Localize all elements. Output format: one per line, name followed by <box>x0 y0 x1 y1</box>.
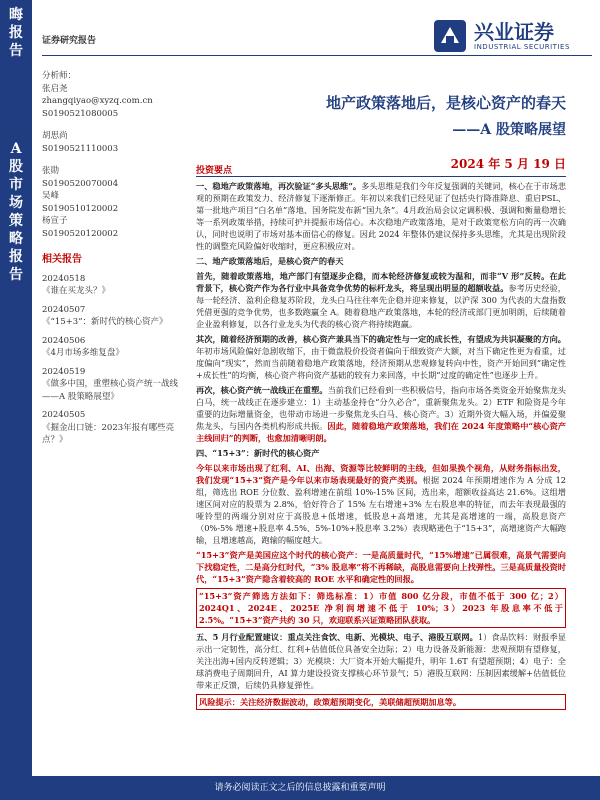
logo-name-cn: 兴业证券 <box>474 20 554 44</box>
paragraph-lead: 今年以来市场出现了红利、AI、出海、资源等比较鲜明的主线，但如果换个视角，从财务指标出发，我们发现“15+3”资产是今年以来市场表现最好的资产类别。 <box>196 463 566 485</box>
analyst-entry <box>42 83 188 121</box>
related-report-item[interactable] <box>42 304 188 329</box>
paragraph-text: 多头思维是我们今年反复强调的关键词，核心在于市场悲观的预期在政策发力、经济修复下逐渐修正。年初以来我们已经见证了包括央行降准降息、重启PSL、第一批地产项目“白名单”落地、国务院发布新“国九条”。4月政治局会议定调积极、强调和衡量稳增长等一系列政策举措，持续可护并提振市场信心。本次稳地产政策落地，是对于政策宽松方向的再一次确认，同时也说明了市场对基本面信心的修复。因此 2024 年整体仍建议保持多头思维，尤其是出现阶段性的调整充风险偏好收缩时，更应积极应对。 <box>196 181 566 251</box>
company-logo <box>432 18 570 54</box>
paragraph <box>196 384 566 444</box>
side-tab-category-text: A 股 市 场 策 略 报 告 <box>9 141 23 283</box>
analyst-entry <box>42 190 188 215</box>
analyst-cert: S0190510120002 <box>42 203 119 214</box>
analyst-cert: S0190521110003 <box>42 143 119 154</box>
analyst-cert: S0190520070004 <box>42 178 119 189</box>
section-heading: 二、地产政策落地后，是核心资产的春天 <box>196 256 344 266</box>
report-date: 2024 年 5 月 19 日 <box>450 157 566 171</box>
paragraph <box>196 270 566 330</box>
risk-warning: 风险提示：关注经济数据波动，政策超预期变化，美联储超预期加息等。 <box>196 694 566 710</box>
report-type-label: 证券研究报告 <box>42 36 97 46</box>
paragraph-text: 当前我们已经看到一些积极信号，指向市场各类资金开始聚焦龙头白马，统一战线正在逐步建立：1）主动基金持仓“分久必合”，重新聚焦龙头。2）ETF 和险资是今年重要的边际增量资金，也带动市场进一步聚焦龙头白马、核心资产。3）近期外资大幅入场，并偏爱聚焦龙头，与国内各类机构形成共振。 <box>196 385 566 431</box>
report-body <box>196 165 566 713</box>
analyst-email[interactable]: zhangqiyao@xyzq.com.cn <box>42 96 153 106</box>
analyst-name: 杨宣子 <box>42 216 68 226</box>
section-heading: 五、5 月行业配置建议：重点关注食饮、电新、光模块、电子、港股互联网。 <box>196 632 478 642</box>
related-report-title: 《“15+3”：新时代的核心资产》 <box>42 317 168 327</box>
paragraph-highlight: 因此，随着稳地产政策落地，我们在 2024 年度策略中“核心资产主线回归”的判断，也愈加清晰明朗。 <box>196 421 566 443</box>
paragraph-text: 参考历史经验，每一轮经济、盈利企稳复苏阶段，龙头白马往往率先企稳并迎来修复，以沪深 300 为代表的大盘指数凭借更强的竞争优势，也多数跑赢全 A。随着稳地产政策落地，本轮的经济或部门更加明朗，后续随着企业盈利修复，以各行业龙头为代表的核心资产将持续跑赢。 <box>196 283 566 329</box>
logo-mark-icon <box>432 18 468 54</box>
related-report-date: 20240507 <box>42 304 86 315</box>
analyst-name: 吴峰 <box>42 191 60 201</box>
analyst-cert: S0190521080005 <box>42 108 119 119</box>
section-heading: 四、“15+3”：新时代的核心资产 <box>196 448 320 458</box>
related-report-title: 《做多中国，重塑核心资产统一战线——A 股策略展望》 <box>42 379 179 402</box>
paragraph-lead: 再次，核心资产统一战线正在重塑。 <box>196 385 328 395</box>
section-heading: 一、稳地产政策落地，再次验证“多头思维”。 <box>196 181 362 191</box>
report-title: 地产政策落地后，是核心资产的春天 <box>325 94 566 112</box>
paragraph-lead: 其次，随着经济预期的改善，核心资产兼具当下的确定性与一定的成长性，有望成为共识凝聚的方向。 <box>196 334 566 344</box>
analyst-sidebar <box>42 70 188 453</box>
paragraph <box>196 333 566 381</box>
related-report-item[interactable] <box>42 409 188 447</box>
related-report-date: 20240506 <box>42 335 86 346</box>
paragraph <box>196 180 566 252</box>
highlight-box: “15+3”资产筛选方法如下：筛选标准：1）市值 800 亿分段，市值不低于 300 亿；2）2024Q1、2024E、2025E 净利润增速不低于 10%；3）2023 年股息率不低于 2.5%。“15+3”资产共约 30 只，欢迎联系兴证策略团队获取。 <box>196 588 566 628</box>
investment-heading: 投资要点 <box>196 166 233 176</box>
report-side-tab <box>0 0 32 800</box>
paragraph <box>196 462 566 546</box>
analyst-entry <box>42 130 188 155</box>
analyst-entry <box>42 215 188 240</box>
paragraph-highlight: “15+3”资产是美国应这个时代的核心资产：一是高质量时代，“15%增速”已属很难，高景气需要向下找稳定性，二是高分红时代，“3% 股息率”将不再稀缺，高股息需要向上找弹性。三是高质量投资时代，“15+3”资产隐含着较高的 ROE 水平和确定性的回报。 <box>196 550 566 584</box>
related-report-item[interactable] <box>42 335 188 360</box>
paragraph-lead: 首先，随着政策落地，地产部门有望逐步企稳，而本轮经济修复或较为温和，而非“V 形”反转。在此背景下，核心资产作为各行业中具备竞争优势的标杆龙头，将呈现出明显的超额收益。 <box>196 271 566 293</box>
analyst-heading: 分析师： <box>42 71 77 81</box>
paragraph <box>196 631 566 691</box>
disclaimer-footer: 请务必阅读正文之后的信息披露和重要声明 <box>0 776 600 800</box>
header-divider <box>42 55 592 56</box>
analyst-entry <box>42 165 188 190</box>
analyst-name: 张勋 <box>42 166 60 176</box>
related-report-title: 《谁在买龙头？》 <box>42 286 111 296</box>
paragraph-text: 1）食品饮料：财报季显示出一定韧性，高分红、红利+估值低位具备安全边际；2）电力设备及新能源：悲观预期有望修复，关注出海+国内反转逻辑；3）光模块：大厂资本开始大幅提升，明年 1.6T 有望超预期；4）电子：全球消费电子周期回升，AI 算力建设投资支撑核心环节景气；5）港股互联网：压制因素缓解+估值低位带来正反馈，后续仍具修复弹性。 <box>196 632 566 690</box>
related-report-item[interactable] <box>42 366 188 404</box>
logo-name-en: INDUSTRIAL SECURITIES <box>474 43 570 51</box>
analyst-name: 胡思尚 <box>42 131 68 141</box>
related-report-title: 《掘金出口链：2023年报有哪些亮点？》 <box>42 422 175 445</box>
related-report-item[interactable] <box>42 273 188 298</box>
analyst-cert: S0190520120002 <box>42 228 119 239</box>
related-report-date: 20240519 <box>42 366 86 377</box>
report-subtitle: ——A 股策略展望 <box>452 122 566 138</box>
related-reports-heading: 相关报告 <box>42 254 82 265</box>
paragraph-text: 根据 2024 年预期增速作为 A 分成 12 组，筛选出 ROE 分位数、盈利增速在前组 10%-15% 区间，选出来，超额收益高达 21.6%。这组增速区间对应的股票为 2.8%，恰好符合了 15% 左右增速+3% 左右股息率的特征，而去年表现最强的哑铃型的两端分别对应于高股息+低增速，低股息+高增速，尤其是高增速的一端，高股息资产（0%-5% 增速+股息率 4.5%、5%-10%+股息率 3.2%）表现略逊色于“15+3”，高增速资产大幅跑输，且增速越高，跑输的幅度越大。 <box>196 475 566 545</box>
related-report-title: 《4月市场多维复盘》 <box>42 348 124 358</box>
analyst-name: 张启尧 <box>42 83 68 94</box>
side-tab-top-text: 晦 报 告 <box>9 7 23 59</box>
paragraph-text: 年初市场风险偏好急剧收缩下，由于微盘股价投资者偏向于细致资产大额，对当下确定性更为看重，过度偏向“现实”，然而当前随着稳地产政策落地，经济预期从悲观修复转向中性，资产开始回到“确定性+成长性”的均衡，核心资产将向资产基础的较有力来回落，中长期“过度的确定性”也逐步上升。 <box>196 346 566 380</box>
related-report-date: 20240505 <box>42 410 86 420</box>
related-report-date: 20240518 <box>42 273 86 284</box>
